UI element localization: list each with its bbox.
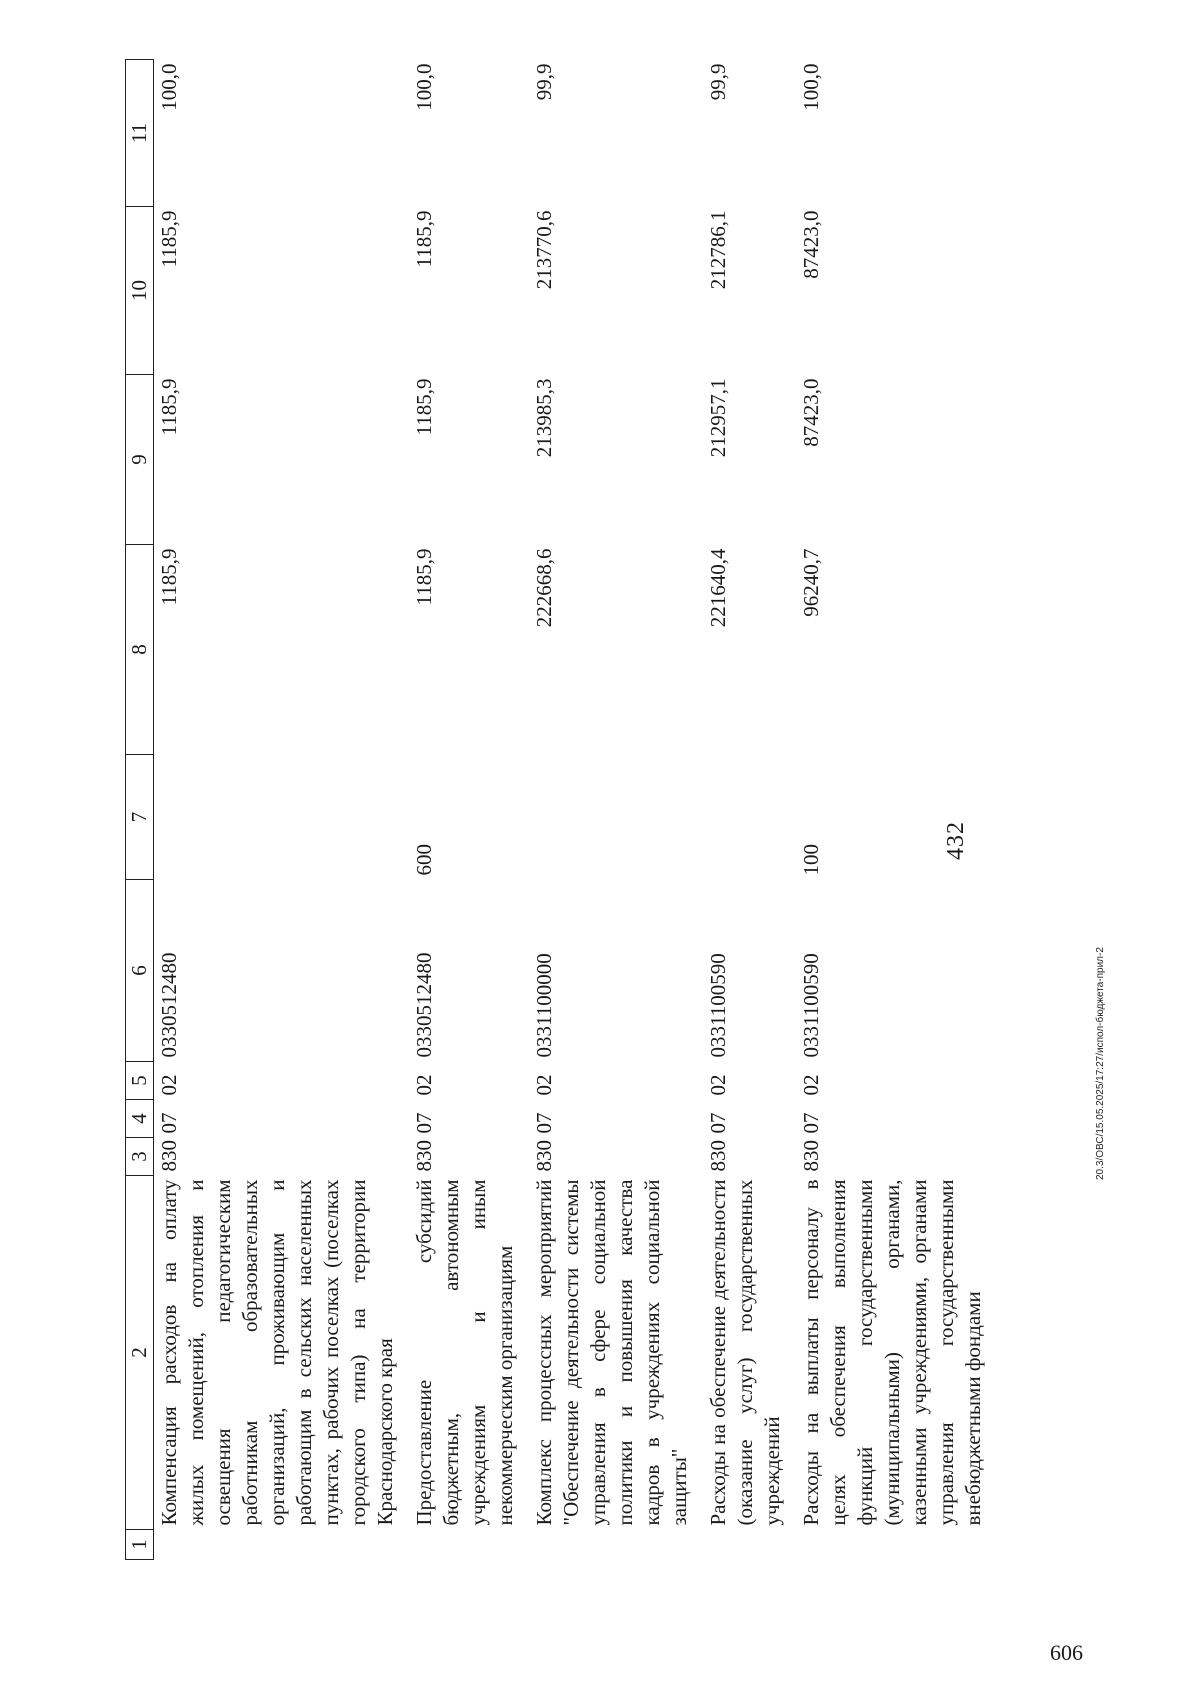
row-number-cell <box>529 1530 703 1560</box>
section-code-cell: 07 <box>157 1112 181 1134</box>
column-header-7: 7 <box>126 755 154 880</box>
execution-percent-cell: 99,9 <box>532 63 556 101</box>
column-header-1: 1 <box>126 1530 154 1560</box>
column-header-9: 9 <box>126 375 154 545</box>
section-code-cell: 07 <box>532 1112 556 1134</box>
column-number-header-row <box>126 60 154 1560</box>
table-row <box>409 60 529 1560</box>
target-article-cell: 0330512480 <box>157 952 181 1058</box>
section-code-cell: 07 <box>706 1112 730 1134</box>
expense-type-cell <box>154 755 410 880</box>
executed-amount-cell: 1185,9 <box>157 210 181 268</box>
description-cell: Компенсация расходов на оплату жилых помещений, отопления и освещения педагогическим работникам образовательных организаций, проживающим и работающим в сельских населенных пунктах, рабочих поселках (поселках городского типа) на территории Краснодарского края <box>157 1179 397 1526</box>
refined-amount-cell: 1185,9 <box>412 378 436 436</box>
table-row <box>529 60 703 1560</box>
row-number-cell <box>703 1530 796 1560</box>
execution-percent-cell: 99,9 <box>706 63 730 101</box>
column-header-2: 2 <box>126 1176 154 1530</box>
ministry-code-cell: 830 <box>532 1140 556 1172</box>
approved-amount-cell: 1185,9 <box>157 548 181 606</box>
expense-type-cell <box>529 755 703 880</box>
column-header-5: 5 <box>126 1062 154 1100</box>
stamp-text: 20.3/ОВС/15.05.2025/17:27/испол-бюджета-прил-2 <box>1095 947 1106 1180</box>
execution-percent-cell: 100,0 <box>412 63 436 111</box>
execution-percent-cell: 100,0 <box>799 63 823 111</box>
column-header-6: 6 <box>126 880 154 1062</box>
section-code-cell: 07 <box>412 1112 436 1134</box>
execution-percent-cell: 100,0 <box>157 63 181 111</box>
column-header-3: 3 <box>126 1138 154 1176</box>
description-cell: Предоставление субсидий бюджетным, автономным учреждениям и иным некоммерческим организациям <box>412 1179 517 1526</box>
description-cell: Комплекс процессных мероприятий "Обеспечение деятельности системы управления в сфере социальной политики и повышения качества кадров в учреждениях социальной защиты" <box>532 1179 691 1526</box>
expense-type-cell <box>703 755 796 880</box>
target-article-cell: 0331100590 <box>799 953 823 1058</box>
column-header-4: 4 <box>126 1100 154 1138</box>
column-header-11: 11 <box>126 60 154 207</box>
budget-table <box>125 59 997 1560</box>
document-stamp <box>1095 280 1115 1180</box>
header-page-number: 432 <box>943 821 969 860</box>
subsection-code-cell: 02 <box>799 1074 823 1096</box>
expense-type-cell: 600 <box>412 844 436 876</box>
expense-type-cell: 100 <box>799 844 823 876</box>
row-number-cell <box>154 1530 410 1560</box>
row-number-cell <box>796 1530 997 1560</box>
executed-amount-cell: 87423,0 <box>799 210 823 279</box>
approved-amount-cell: 221640,4 <box>706 548 730 628</box>
subsection-code-cell: 02 <box>706 1074 730 1096</box>
executed-amount-cell: 212786,1 <box>706 210 730 290</box>
target-article-cell: 0330512480 <box>412 952 436 1058</box>
approved-amount-cell: 1185,9 <box>412 548 436 606</box>
footer-page-number: 606 <box>1050 1640 1083 1665</box>
column-header-8: 8 <box>126 545 154 755</box>
executed-amount-cell: 213770,6 <box>532 210 556 290</box>
table-row <box>703 60 796 1560</box>
subsection-code-cell: 02 <box>157 1074 181 1096</box>
rotated-document-sheet <box>125 55 1125 1560</box>
ministry-code-cell: 830 <box>412 1140 436 1172</box>
section-code-cell: 07 <box>799 1112 823 1134</box>
column-header-10: 10 <box>126 207 154 375</box>
refined-amount-cell: 87423,0 <box>799 378 823 447</box>
approved-amount-cell: 96240,7 <box>799 548 823 617</box>
approved-amount-cell: 222668,6 <box>532 548 556 628</box>
subsection-code-cell: 02 <box>412 1074 436 1096</box>
subsection-code-cell: 02 <box>532 1074 556 1096</box>
refined-amount-cell: 1185,9 <box>157 378 181 436</box>
ministry-code-cell: 830 <box>706 1140 730 1172</box>
target-article-cell: 0331100590 <box>706 953 730 1058</box>
target-article-cell: 0331100000 <box>532 953 556 1058</box>
executed-amount-cell: 1185,9 <box>412 210 436 268</box>
description-cell: Расходы на обеспечение деятельности (оказание услуг) государственных учреждений <box>706 1179 784 1526</box>
table-row <box>796 60 997 1560</box>
row-number-cell <box>409 1530 529 1560</box>
description-cell: Расходы на выплаты персоналу в целях обеспечения выполнения функций государственными (муниципальными) органами, казенными учреждениями, органами управления государственными внебюджетными фондами <box>799 1179 985 1526</box>
refined-amount-cell: 213985,3 <box>532 378 556 458</box>
refined-amount-cell: 212957,1 <box>706 378 730 458</box>
ministry-code-cell: 830 <box>157 1140 181 1172</box>
table-row <box>154 60 410 1560</box>
ministry-code-cell: 830 <box>799 1140 823 1172</box>
